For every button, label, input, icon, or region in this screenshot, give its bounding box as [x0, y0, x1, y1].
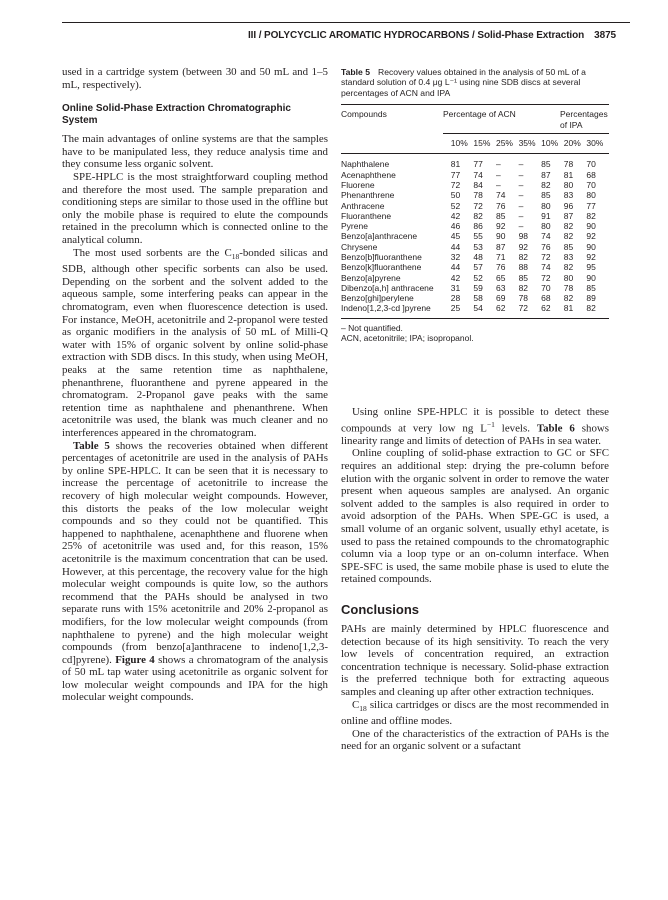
recovery-value: 87: [563, 210, 574, 221]
recovery-value: 91: [541, 210, 551, 221]
compound-name: Chrysene: [341, 241, 378, 252]
table-row: [341, 283, 609, 293]
recovery-value: 71: [495, 252, 506, 262]
page-number: 3875: [594, 30, 616, 41]
recovery-value: 70: [586, 159, 596, 170]
online-spe-subheading: Online Solid-Phase Extraction Chromatographic System: [62, 103, 291, 127]
recovery-value: 81: [563, 169, 574, 180]
recovery-value: 44: [450, 241, 461, 252]
subheader-cell: 20%: [563, 138, 581, 149]
table-row: [341, 190, 609, 200]
right-paragraph-2: Online coupling of solid-phase extraction to GC or SFC requires an additional step: drying the pre-column before elution with the organic solvent in order to remove the water present when aqueous samples are analysed. An organic solvent added to the samples is also required in order to avoid adsorption of the PAHs. When SPE-GC is used, a small volume of an organic solvent, usually ethyl acetate, is used to pass the retained compounds to the chromatographic column via a loop type or an on-column interface. When SPE-SFC is used, the same mobile phase is used to elute the retained compounds.: [341, 447, 609, 586]
recovery-value: –: [518, 169, 524, 180]
recovery-value: 77: [473, 159, 483, 170]
right-paragraph-3: PAHs are mainly determined by HPLC fluorescence and detection because of its high sensitivity. To reach the very low levels of concentration required, an extraction concentration technique is necessary. Solid-phase extraction is the preferred technique both for extracting aqueous samples and cleaning up after other extraction techniques.: [341, 622, 609, 698]
compound-name: Acenaphthene: [341, 169, 396, 180]
table6-reference: Table 6: [536, 422, 575, 435]
recovery-value: 88: [518, 262, 529, 273]
recovery-value: 85: [541, 159, 551, 170]
subheader-cell: 10%: [541, 138, 559, 149]
recovery-value: 96: [563, 200, 574, 211]
recovery-value: –: [518, 159, 524, 170]
recovery-value: 92: [586, 231, 596, 242]
recovery-value: 70: [541, 282, 551, 293]
table-bottom-rule: [341, 318, 609, 319]
compound-name: Naphthalene: [341, 159, 390, 170]
recovery-value: 82: [518, 252, 529, 262]
r-p1-text-a: Using online SPE-HPLC it is possible to detect these compounds at very low ng L: [341, 406, 609, 435]
recovery-value: 72: [541, 252, 551, 262]
compound-name: Fluoranthene: [341, 210, 392, 221]
r-p1-text-c: shows linearity range and limits of detection of PAHs in sea water.: [341, 422, 609, 447]
p3-subscript: 18: [231, 251, 240, 261]
table-row: [341, 303, 609, 313]
compound-name: Phenanthrene: [341, 190, 395, 201]
left-paragraph-0: used in a cartridge system (between 30 and 50 mL and 1–5 mL, respectively).: [62, 66, 328, 91]
recovery-value: –: [518, 200, 524, 211]
left-paragraph-2: SPE-HPLC is the most straightforward coupling method and therefore the most used. The sample preparation and conditioning steps are similar to those used in the offline but only the mobile phase is required to elute the compounds retained in the precolumn which is connected online to the analytical column.: [62, 170, 328, 246]
table-row: [341, 262, 609, 272]
recovery-value: 74: [473, 169, 483, 180]
table-caption-text: Recovery values obtained in the analysis of 50 mL of a standard solution of 0.4 μg L⁻¹ using nine SDB discs at several percentages of ACN and IPA: [341, 67, 586, 98]
header-group-ipa: Percentages of IPA: [560, 109, 608, 130]
recovery-value: 82: [563, 262, 574, 273]
recovery-value: 92: [495, 221, 506, 232]
recovery-value: 53: [473, 241, 483, 252]
subheader-cell: 35%: [518, 138, 536, 149]
recovery-value: –: [495, 179, 501, 190]
recovery-value: 68: [541, 293, 551, 304]
recovery-value: 58: [473, 293, 483, 304]
table-row: [341, 180, 609, 190]
left-paragraph-3: [62, 247, 328, 440]
recovery-value: 77: [586, 200, 596, 211]
running-head: [248, 30, 616, 41]
r-p1-text-b: levels.: [494, 422, 537, 435]
table-row: [341, 221, 609, 231]
recovery-value: 78: [518, 293, 529, 304]
subheader-cell: 30%: [586, 138, 604, 149]
recovery-value: 74: [541, 262, 551, 273]
recovery-value: 42: [450, 272, 461, 283]
recovery-value: 76: [541, 241, 551, 252]
table-row: [341, 211, 609, 221]
right-paragraph-5: One of the characteristics of the extraction of PAHs is the need for an organic solvent or a sufactant: [341, 727, 609, 753]
recovery-value: 63: [495, 282, 506, 293]
recovery-value: 82: [586, 210, 596, 221]
right-column: [341, 406, 609, 753]
p3-text-b: -bonded silicas and SDB, although other specific sorbents can also be used. Depending on the sorbent and the solvent added to the aqueous sample, some interfering peaks can appear in the chromatogram, even when fluorescence detection is used. For instance, MeOH, acetonitrile and 2-propanol were tested as organic modifiers in the analysis of 50 mL of Milli-Q water with 15% of organic solvent by online solid-phase extraction with SDB discs. In this study, when using MeOH, peaks at the same retention time as naphthalene, phenanthrene, fluoranthene and pyrene appeared in the chromatogram. 2-Propanol gave peaks with the same retention time as naphthalene and phenanthrene. When acetonitrile was used, the blank was much cleaner and no interferences appeared in the chromatogram.: [62, 246, 329, 440]
recovery-value: 68: [586, 169, 596, 180]
recovery-value: 74: [541, 231, 551, 242]
footnote-not-quantified: – Not quantified.: [341, 322, 403, 333]
recovery-value: 59: [473, 282, 483, 293]
compound-name: Fluorene: [341, 179, 375, 190]
recovery-value: 85: [563, 241, 574, 252]
compound-name: Benzo[k]fluoranthene: [341, 262, 422, 273]
recovery-value: 80: [563, 272, 574, 283]
recovery-value: 84: [473, 179, 483, 190]
compound-name: Benzo[b]fluoranthene: [341, 252, 422, 262]
recovery-value: 82: [586, 303, 596, 314]
p4-text-b: shows a chromatogram of the analysis of 50 mL tap water using acetonitrile as organic solvent for low molecular weight compounds and IPA for the high molecular weight compounds.: [62, 653, 328, 704]
recovery-value: 72: [450, 179, 461, 190]
recovery-value: 72: [541, 272, 551, 283]
table-caption: [341, 67, 609, 98]
recovery-value: 90: [586, 241, 596, 252]
recovery-value: 85: [518, 272, 529, 283]
recovery-value: 82: [518, 282, 529, 293]
left-paragraph-4: [62, 440, 328, 704]
recovery-value: 83: [563, 190, 574, 201]
recovery-value: 31: [450, 282, 461, 293]
recovery-value: 57: [473, 262, 483, 273]
subheader-cell: 10%: [450, 138, 468, 149]
recovery-value: 89: [586, 293, 596, 304]
recovery-value: 80: [586, 190, 596, 201]
recovery-value: –: [518, 179, 524, 190]
p3-text-a: The most used sorbents are the C: [73, 246, 232, 259]
recovery-value: 78: [563, 282, 574, 293]
compound-name: Pyrene: [341, 221, 368, 232]
recovery-value: 44: [450, 262, 461, 273]
recovery-value: 92: [586, 252, 596, 262]
recovery-value: 81: [563, 303, 574, 314]
recovery-value: 28: [450, 293, 461, 304]
table-row: [341, 231, 609, 241]
recovery-value: 95: [586, 262, 596, 273]
table-body: [341, 159, 609, 313]
recovery-value: 62: [541, 303, 551, 314]
recovery-value: 83: [563, 252, 574, 262]
recovery-value: 72: [518, 303, 529, 314]
recovery-value: 90: [495, 231, 506, 242]
r-p4-text-a: C: [352, 698, 360, 711]
recovery-value: 48: [473, 252, 483, 262]
conclusions-heading: Conclusions: [341, 601, 420, 617]
table-row: [341, 273, 609, 283]
recovery-value: 80: [541, 221, 551, 232]
recovery-value: 46: [450, 221, 461, 232]
table-row: [341, 242, 609, 252]
recovery-value: 78: [563, 159, 574, 170]
figure4-reference: Figure 4: [115, 653, 155, 666]
recovery-value: 80: [541, 200, 551, 211]
recovery-value: –: [495, 159, 501, 170]
r-p4-text-b: silica cartridges or discs are the most recommended in online and offline modes.: [341, 698, 609, 728]
r-p1-superscript: −1: [486, 419, 495, 429]
r-p4-subscript: 18: [359, 703, 367, 713]
recovery-value: –: [518, 221, 524, 232]
running-head-title: III / POLYCYCLIC AROMATIC HYDROCARBONS / Solid-Phase Extraction: [247, 30, 585, 41]
compound-name: Indeno[1,2,3-cd ]pyrene: [341, 303, 431, 314]
recovery-value: 98: [518, 231, 529, 242]
table-row: [341, 252, 609, 262]
recovery-value: 42: [450, 210, 461, 221]
recovery-value: 85: [586, 282, 596, 293]
table-subheader: [341, 138, 609, 148]
subheader-cell: 25%: [495, 138, 513, 149]
table-header: [341, 109, 609, 130]
header-compounds: Compounds: [341, 109, 387, 120]
recovery-value: 52: [450, 200, 461, 211]
recovery-value: 76: [495, 200, 506, 211]
recovery-value: 50: [450, 190, 461, 201]
compound-name: Benzo[a]pyrene: [341, 272, 401, 283]
recovery-value: 52: [473, 272, 483, 283]
table-row: [341, 159, 609, 169]
recovery-value: 72: [473, 200, 483, 211]
recovery-value: 76: [495, 262, 506, 273]
right-paragraph-1: [341, 406, 609, 447]
recovery-value: 86: [473, 221, 483, 232]
footnote-abbreviations: ACN, acetonitrile; IPA; isopropanol.: [341, 333, 474, 344]
recovery-value: 80: [563, 179, 574, 190]
recovery-value: 54: [473, 303, 483, 314]
recovery-value: 65: [495, 272, 506, 283]
recovery-value: 82: [473, 210, 483, 221]
left-column: [62, 66, 328, 704]
compound-name: Benzo[ghi]perylene: [341, 293, 414, 304]
compound-name: Anthracene: [341, 200, 385, 211]
right-paragraph-4: [341, 699, 609, 728]
recovery-value: 82: [563, 231, 574, 242]
recovery-value: 90: [586, 272, 596, 283]
table-row: [341, 293, 609, 303]
recovery-value: –: [518, 190, 524, 201]
recovery-value: 62: [495, 303, 506, 314]
recovery-value: 85: [495, 210, 506, 221]
table-top-rule: [341, 104, 609, 105]
table5-reference: Table 5: [73, 439, 110, 452]
left-paragraph-1: The main advantages of online systems are that the samples have to be manipulated less, they reduce analysis time and they consume less organic solvent.: [62, 133, 328, 171]
table-label: Table 5: [341, 67, 370, 77]
compound-name: Dibenzo[a,h] anthracene: [341, 282, 434, 293]
recovery-value: 74: [495, 190, 506, 201]
recovery-value: 92: [518, 241, 529, 252]
recovery-value: 85: [541, 190, 551, 201]
group-rule: [443, 133, 609, 134]
recovery-value: 82: [563, 293, 574, 304]
recovery-value: –: [495, 169, 501, 180]
recovery-value: 69: [495, 293, 506, 304]
header-rule: [62, 22, 630, 23]
compound-name: Benzo[a]anthracene: [341, 231, 418, 242]
recovery-value: –: [518, 210, 524, 221]
recovery-value: 55: [473, 231, 483, 242]
header-group-acn: Percentage of ACN: [443, 109, 516, 120]
recovery-value: 45: [450, 231, 461, 242]
recovery-value: 81: [450, 159, 461, 170]
p4-text-a: shows the recoveries obtained when different percentages of acetonitrile are used in the analysis of PAHs by online SPE-HPLC. It can be seen that it is necessary to increase the percentage of acetonitrile to increase the recovery of high molecular weight compounds. However, this distorts the peaks of the low molecular weight compounds and so they could not be quantified. This happened to naphthalene, acenaphthene and fluorene when 25% of acetonitrile was used and, for this reason, 15% acetonitrile is the maximum concentration that can be used. However, at this percentage, the recovery value for the high molecular weight compounds is quite low, so the authors recommend that the PAHs should be analysed in two separate runs with 15% acetonitrile and 20% 2-propanol as modifiers, for the low molecular weight compounds (from naphthalene to pyrene) and the high molecular weight compounds (from benzo[a]anthracene to indeno[1,2,3-cd]pyrene).: [62, 439, 329, 666]
recovery-value: 87: [495, 241, 506, 252]
recovery-value: 90: [586, 221, 596, 232]
table-5: [341, 67, 609, 344]
recovery-value: 87: [541, 169, 551, 180]
recovery-value: 82: [541, 179, 551, 190]
recovery-value: 70: [586, 179, 596, 190]
table-row: [341, 170, 609, 180]
table-row: [341, 201, 609, 211]
table-footnotes: [341, 323, 609, 344]
recovery-value: 82: [563, 221, 574, 232]
recovery-value: 32: [450, 252, 461, 262]
recovery-value: 78: [473, 190, 483, 201]
subheader-cell: 15%: [473, 138, 491, 149]
recovery-value: 77: [450, 169, 461, 180]
recovery-value: 25: [450, 303, 461, 314]
header-bottom-rule: [341, 153, 609, 154]
